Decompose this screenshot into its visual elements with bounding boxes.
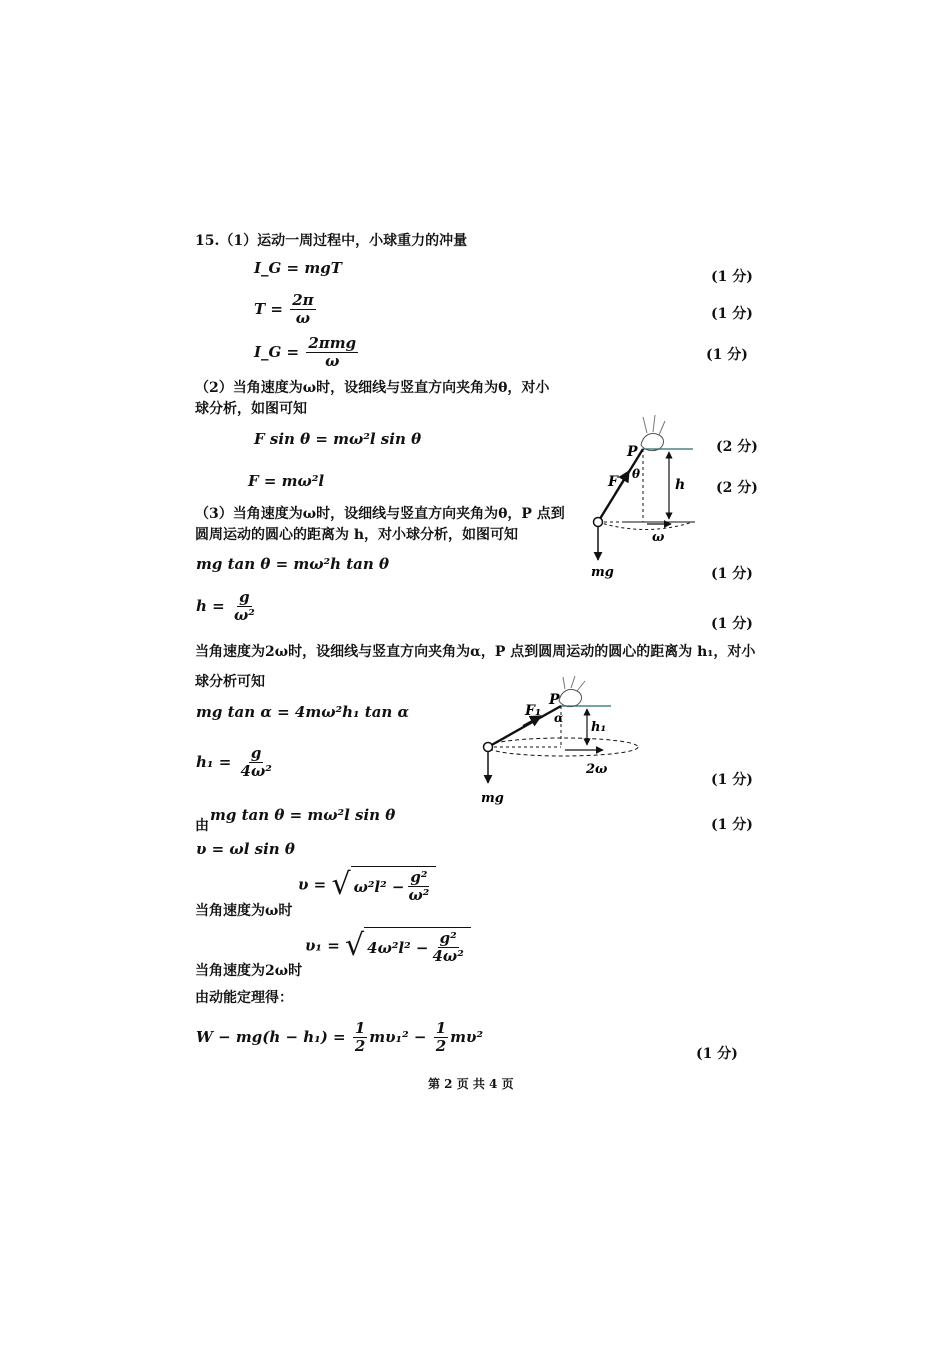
frac-den: ω — [295, 309, 311, 328]
frac-den: ω² — [233, 606, 255, 625]
label-h1: h₁ — [591, 720, 607, 735]
orbit-ellipse — [488, 738, 638, 756]
p2-line1: （2）当角速度为ω时，设细线与竖直方向夹角为θ，对小 — [195, 380, 550, 396]
label-F1: F₁ — [525, 703, 542, 719]
eq-tan-sin: mg tan θ = mω²l sin θ — [210, 806, 396, 824]
from-label: 由 — [195, 818, 209, 834]
frac-den: 2 — [354, 1037, 366, 1056]
eq-tension: F = mω²l — [248, 472, 325, 490]
eq-h-lhs: h = — [196, 596, 225, 615]
frac-den: 2 — [435, 1037, 447, 1056]
cond-2omega: 当角速度为2ω时 — [195, 963, 303, 979]
frac-num: g — [250, 744, 262, 762]
q15-heading: 15.（1）运动一周过程中，小球重力的冲量 — [195, 233, 468, 249]
frac-num: g² — [439, 929, 457, 947]
frac-num: 1 — [354, 1019, 366, 1037]
eq-we-mid: mυ₁² − — [369, 1027, 427, 1046]
score-9: (1 分) — [711, 817, 753, 833]
eq-h-frac — [232, 589, 257, 625]
eq-work-energy — [196, 1020, 483, 1056]
score-6: (1 分) — [711, 566, 753, 582]
frac-den: 4ω² — [432, 947, 464, 966]
p3-line4: 球分析可知 — [195, 674, 265, 690]
label-P: P — [627, 444, 638, 460]
eq-h1-lhs: h₁ = — [196, 752, 232, 771]
ball — [484, 743, 493, 752]
eq-h — [196, 589, 259, 625]
p3-line3: 当角速度为2ω时，设细线与竖直方向夹角为α，P 点到圆周运动的圆心的距离为 h₁，对小 — [195, 644, 756, 660]
half-frac-1 — [353, 1020, 367, 1056]
label-alpha: α — [554, 711, 564, 725]
score-8: (1 分) — [711, 772, 753, 788]
page-footer: 第 2 页 共 4 页 — [428, 1077, 514, 1091]
frac-num: 2πmg — [308, 334, 357, 352]
frac-num: 1 — [435, 1019, 447, 1037]
eq-h1-balance: mg tan α = 4mω²h₁ tan α — [196, 703, 410, 721]
eq-h1-frac — [239, 745, 274, 781]
label-F: F — [608, 474, 618, 490]
label-mg: mg — [481, 791, 504, 806]
eq-impulse-result-lhs: I_G = — [254, 342, 300, 361]
score-4: (2 分) — [716, 439, 758, 455]
frac-den: ω² — [408, 886, 430, 905]
score-3: (1 分) — [706, 347, 748, 363]
sqrt-body — [364, 927, 471, 966]
half-frac-2 — [434, 1020, 448, 1056]
frac-den: 4ω² — [240, 762, 272, 781]
eq-v-omega — [298, 866, 436, 905]
score-7: (1 分) — [711, 616, 753, 632]
label-theta: θ — [632, 467, 641, 481]
ball — [594, 518, 603, 527]
eq-we-right: mυ² — [450, 1027, 484, 1046]
hand-icon — [641, 415, 665, 451]
eq-force-balance: F sin θ = mω²l sin θ — [254, 430, 422, 448]
sqrt-body — [351, 866, 437, 905]
figure-conical-pendulum-omega — [585, 405, 705, 585]
eq-period-lhs: T = — [254, 299, 283, 318]
score-10: (1 分) — [696, 1046, 738, 1062]
frac-den: ω — [325, 352, 340, 371]
eq-period-frac — [290, 292, 315, 328]
eq-impulse-result — [254, 335, 360, 371]
cond-omega: 当角速度为ω时 — [195, 903, 293, 919]
p2-line2: 球分析，如图可知 — [195, 401, 307, 417]
eq-v-lhs: υ = — [298, 875, 327, 894]
eq-v1-2omega — [305, 927, 471, 966]
label-2omega: 2ω — [586, 762, 608, 777]
eq-we-left: W − mg(h − h₁) = — [196, 1027, 346, 1046]
frac-num: 2π — [292, 291, 314, 309]
label-mg: mg — [591, 565, 614, 580]
eq-h-balance: mg tan θ = mω²h tan θ — [196, 555, 390, 573]
p3-line2: 圆周运动的圆心的距离为 h，对小球分析，如图可知 — [195, 527, 519, 543]
sqrt-frac — [406, 869, 431, 905]
orbit-ellipse — [598, 522, 693, 530]
hand-icon — [559, 676, 585, 707]
p3-line1: （3）当角速度为ω时，设细线与竖直方向夹角为θ，P 点到 — [195, 506, 565, 522]
eq-velocity: υ = ωl sin θ — [196, 840, 295, 858]
label-h: h — [675, 477, 686, 493]
label-omega: ω — [652, 530, 665, 545]
kinetic-theorem: 由动能定理得： — [195, 990, 293, 1006]
label-P: P — [549, 692, 560, 708]
eq-impulse: I_G = mgT — [254, 259, 342, 277]
figure-conical-pendulum-2omega — [475, 675, 650, 810]
radical-sign: √ — [345, 928, 365, 964]
eq-impulse-result-frac — [306, 335, 358, 371]
sqrt-term: ω²l² − — [353, 877, 405, 896]
eq-period — [254, 292, 318, 328]
score-1: (1 分) — [711, 269, 753, 285]
sqrt-frac — [431, 930, 466, 966]
radical-sign: √ — [331, 867, 351, 903]
sqrt-v1 — [345, 927, 471, 966]
score-2: (1 分) — [711, 306, 753, 322]
eq-h1 — [196, 745, 276, 781]
score-5: (2 分) — [716, 480, 758, 496]
frac-num: g — [239, 588, 250, 606]
eq-v1-lhs: υ₁ = — [305, 936, 340, 955]
sqrt-v — [331, 866, 436, 905]
frac-num: g² — [410, 868, 428, 886]
sqrt-term: 4ω²l² − — [367, 938, 429, 957]
